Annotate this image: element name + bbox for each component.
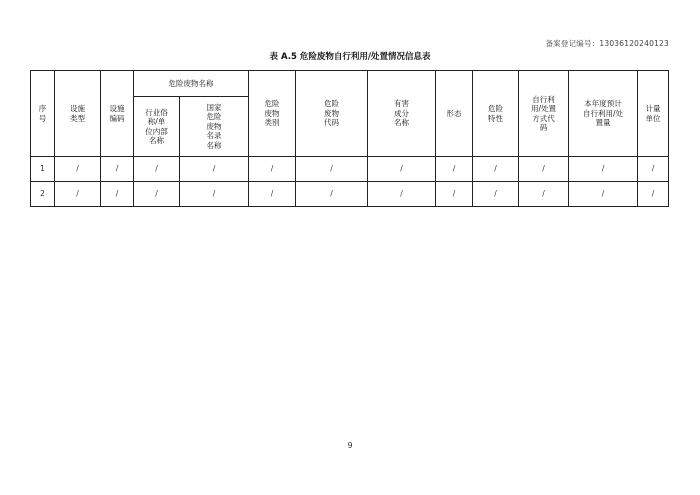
header-waste-code: 危险 废物 代码 (296, 71, 368, 157)
table-cell: / (569, 157, 638, 182)
table-cell: / (296, 182, 368, 207)
table-cell: / (134, 157, 180, 182)
row-seq: 1 (31, 157, 55, 182)
hazardous-waste-table (30, 70, 669, 207)
header-hazard-property: 危险 特性 (473, 71, 519, 157)
table-cell: / (249, 182, 296, 207)
header-waste-name-group: 危险废物名称 (134, 71, 249, 97)
header-industry-name: 行业俗 称/单 位内部 名称 (134, 97, 180, 157)
table-cell: / (638, 157, 669, 182)
header-annual-amount: 本年度预计 自行利用/处 置量 (569, 71, 638, 157)
table-row (31, 182, 669, 207)
table-cell: / (134, 182, 180, 207)
header-harmful-components: 有害 成分 名称 (368, 71, 436, 157)
table-cell: / (436, 182, 473, 207)
table-cell: / (180, 157, 249, 182)
table-cell: / (368, 182, 436, 207)
table-cell: / (473, 157, 519, 182)
table-cell: / (638, 182, 669, 207)
header-form: 形态 (436, 71, 473, 157)
table-cell: / (519, 157, 569, 182)
table-cell: / (296, 157, 368, 182)
table-cell: / (55, 182, 101, 207)
header-method-code: 自行利 用/处置 方式代 码 (519, 71, 569, 157)
table-row (31, 157, 669, 182)
table-cell: / (249, 157, 296, 182)
table-cell: / (180, 182, 249, 207)
header-facility-type: 设施 类型 (55, 71, 101, 157)
header-unit: 计量 单位 (638, 71, 669, 157)
record-number: 备案登记编号：13036120240123 (545, 39, 669, 48)
table-cell: / (473, 182, 519, 207)
table-cell: / (569, 182, 638, 207)
page-number: 9 (347, 441, 353, 450)
row-seq: 2 (31, 182, 55, 207)
table-cell: / (55, 157, 101, 182)
header-waste-category: 危险 废物 类别 (249, 71, 296, 157)
header-facility-code: 设施 编码 (101, 71, 134, 157)
table-cell: / (101, 157, 134, 182)
table-cell: / (436, 157, 473, 182)
header-national-list-name: 国家 危险 废物 名录 名称 (180, 97, 249, 157)
table-cell: / (101, 182, 134, 207)
table-title: 表 A.5 危险废物自行利用/处置情况信息表 (269, 52, 431, 62)
table-cell: / (368, 157, 436, 182)
header-seq: 序 号 (31, 71, 55, 157)
table-cell: / (519, 182, 569, 207)
